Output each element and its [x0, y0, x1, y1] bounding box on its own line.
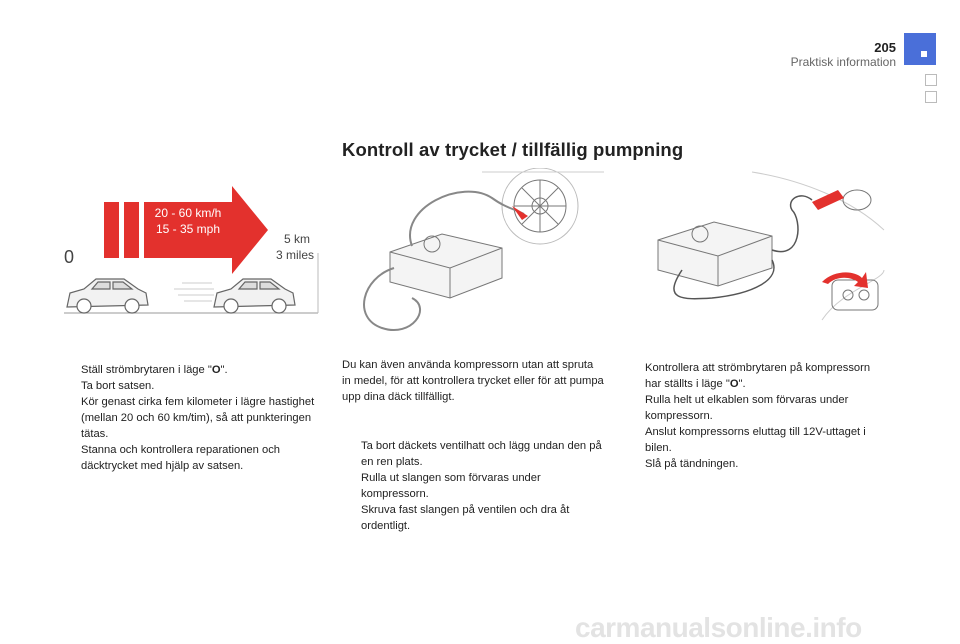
list-item: Skruva fast slangen på ventilen och dra åt ordentligt.: [361, 504, 570, 532]
square-icon: [921, 51, 927, 57]
list-item: Rulla ut slangen som förvaras under kompressorn.: [361, 472, 541, 500]
speed-mph-label: 15 - 35 mph: [155, 222, 221, 236]
left-instructions-list: [62, 362, 322, 474]
right-instructions-list: [626, 360, 888, 472]
list-item: Kör genast cirka fem kilometer i lägre hastighet (mellan 20 och 60 km/tim), så att punkteringen tätas.: [81, 396, 315, 440]
list-item: Ta bort däckets ventilhatt och lägg undan den på en ren plats.: [361, 440, 602, 468]
chapter-tab[interactable]: [925, 91, 937, 103]
page-heading: Kontroll av trycket / tillfällig pumpning: [342, 139, 684, 160]
page-number: 205: [874, 40, 896, 55]
list-item: Anslut kompressorns eluttag till 12V-uttaget i bilen.: [645, 426, 866, 454]
list-item: Ställ strömbrytaren i läge "O".: [81, 364, 228, 376]
distance-miles-label: 3 miles: [276, 248, 315, 262]
middle-instructions-list: [342, 438, 604, 534]
compressor-wheel-illustration: [342, 168, 604, 340]
chapter-tab[interactable]: [925, 74, 937, 86]
car-icon: [214, 279, 295, 313]
section-title: Praktisk information: [790, 55, 896, 69]
plug-arrow: [812, 190, 844, 210]
footer-watermark: carmanualsonline.info: [575, 612, 862, 643]
compressor-12v-illustration: [622, 170, 886, 342]
speed-bar-1: [104, 202, 119, 258]
list-item: Slå på tändningen.: [645, 458, 739, 470]
list-item: Rulla helt ut elkablen som förvaras under kompressorn.: [645, 394, 849, 422]
speed-distance-illustration: [62, 183, 322, 318]
start-zero-label: 0: [64, 247, 75, 267]
intro-paragraph: Du kan även använda kompressorn utan att spruta in medel, för att kontrollera trycket eller för att pumpa upp dina däck tillfälligt.: [342, 359, 604, 403]
distance-km-label: 5 km: [284, 232, 311, 246]
list-item: Kontrollera att strömbrytaren på kompressorn har ställts i läge "O".: [645, 362, 871, 390]
list-item: Stanna och kontrollera reparationen och däcktrycket med hjälp av satsen.: [81, 444, 281, 472]
list-item: Ta bort satsen.: [81, 380, 155, 392]
speed-bar-2: [124, 202, 139, 258]
valve-arrow: [512, 206, 528, 220]
speed-kmh-label: 20 - 60 km/h: [154, 206, 222, 220]
chapter-tab-active[interactable]: [904, 33, 936, 65]
car-icon: [67, 279, 148, 313]
